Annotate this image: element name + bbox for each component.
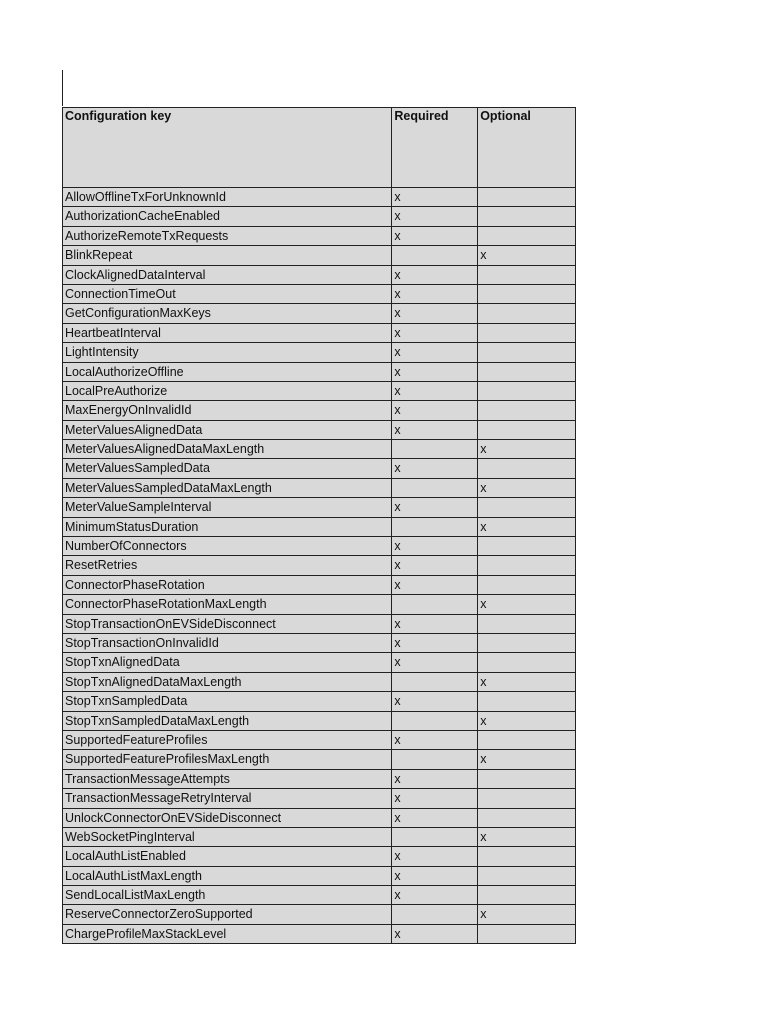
cell-optional (478, 401, 576, 420)
table-row (63, 634, 576, 653)
cell-optional (478, 324, 576, 343)
table-row (63, 459, 576, 478)
cell-optional (478, 886, 576, 905)
cell-configuration-key: HeartbeatInterval (63, 324, 392, 343)
cell-optional (478, 188, 576, 207)
cell-configuration-key: MaxEnergyOnInvalidId (63, 401, 392, 420)
table-row (63, 750, 576, 769)
cell-optional (478, 576, 576, 595)
table-row (63, 770, 576, 789)
cell-required: x (392, 343, 478, 362)
cell-configuration-key: TransactionMessageAttempts (63, 770, 392, 789)
cell-optional (478, 789, 576, 808)
cell-configuration-key: StopTxnSampledDataMaxLength (63, 712, 392, 731)
cell-configuration-key: StopTransactionOnEVSideDisconnect (63, 615, 392, 634)
cell-required: x (392, 576, 478, 595)
cell-optional (478, 537, 576, 556)
table-row (63, 401, 576, 420)
cell-configuration-key: LocalAuthListMaxLength (63, 867, 392, 886)
cell-optional (478, 809, 576, 828)
cell-optional (478, 867, 576, 886)
cell-required: x (392, 324, 478, 343)
cell-configuration-key: MeterValueSampleInterval (63, 498, 392, 517)
cell-configuration-key: ChargeProfileMaxStackLevel (63, 925, 392, 944)
table-row (63, 304, 576, 323)
cell-optional (478, 459, 576, 478)
cell-required: x (392, 770, 478, 789)
table-row (63, 731, 576, 750)
table-row (63, 498, 576, 517)
table-row (63, 712, 576, 731)
table-row (63, 576, 576, 595)
cell-required: x (392, 363, 478, 382)
table-row (63, 809, 576, 828)
cell-required (392, 246, 478, 265)
table-row (63, 266, 576, 285)
cell-required: x (392, 304, 478, 323)
cell-required: x (392, 789, 478, 808)
table-row (63, 343, 576, 362)
table-row (63, 615, 576, 634)
cell-configuration-key: LocalAuthorizeOffline (63, 363, 392, 382)
table-row (63, 653, 576, 672)
table-row (63, 886, 576, 905)
cell-optional: x (478, 246, 576, 265)
cell-configuration-key: SupportedFeatureProfiles (63, 731, 392, 750)
table-row (63, 518, 576, 537)
cell-optional (478, 363, 576, 382)
cell-required (392, 440, 478, 459)
cell-optional (478, 266, 576, 285)
cell-required: x (392, 188, 478, 207)
table-row (63, 692, 576, 711)
table-row (63, 925, 576, 944)
cell-configuration-key: BlinkRepeat (63, 246, 392, 265)
configuration-table (62, 107, 576, 944)
cell-required: x (392, 207, 478, 226)
cell-configuration-key: StopTransactionOnInvalidId (63, 634, 392, 653)
header-required: Required (392, 108, 478, 188)
table-row (63, 828, 576, 847)
cell-configuration-key: MeterValuesSampledDataMaxLength (63, 479, 392, 498)
cell-configuration-key: StopTxnAlignedData (63, 653, 392, 672)
cell-required (392, 750, 478, 769)
cell-configuration-key: AuthorizeRemoteTxRequests (63, 227, 392, 246)
table-row (63, 847, 576, 866)
table-row (63, 673, 576, 692)
cell-required: x (392, 653, 478, 672)
table-body (63, 188, 576, 944)
cell-configuration-key: TransactionMessageRetryInterval (63, 789, 392, 808)
cell-configuration-key: SendLocalListMaxLength (63, 886, 392, 905)
cell-optional: x (478, 440, 576, 459)
cell-optional: x (478, 479, 576, 498)
cell-optional (478, 847, 576, 866)
table-row (63, 246, 576, 265)
table-row (63, 440, 576, 459)
cell-optional (478, 615, 576, 634)
table-row (63, 789, 576, 808)
table-row (63, 867, 576, 886)
cell-required (392, 479, 478, 498)
table-row (63, 285, 576, 304)
cell-required: x (392, 498, 478, 517)
cell-optional (478, 421, 576, 440)
cell-configuration-key: StopTxnSampledData (63, 692, 392, 711)
cell-required: x (392, 634, 478, 653)
cell-configuration-key: StopTxnAlignedDataMaxLength (63, 673, 392, 692)
cell-configuration-key: LocalAuthListEnabled (63, 847, 392, 866)
cell-required: x (392, 556, 478, 575)
cell-configuration-key: ClockAlignedDataInterval (63, 266, 392, 285)
cell-configuration-key: ConnectorPhaseRotationMaxLength (63, 595, 392, 614)
cell-required (392, 518, 478, 537)
cell-optional: x (478, 518, 576, 537)
cell-required (392, 595, 478, 614)
cell-optional (478, 692, 576, 711)
cell-required: x (392, 382, 478, 401)
table-row (63, 421, 576, 440)
cell-optional: x (478, 750, 576, 769)
cell-required: x (392, 266, 478, 285)
cell-optional (478, 343, 576, 362)
cell-configuration-key: ResetRetries (63, 556, 392, 575)
text-cursor (62, 70, 63, 106)
cell-optional (478, 382, 576, 401)
cell-optional (478, 207, 576, 226)
cell-optional: x (478, 712, 576, 731)
cell-configuration-key: ConnectionTimeOut (63, 285, 392, 304)
table-row (63, 595, 576, 614)
cell-required: x (392, 459, 478, 478)
table-row (63, 227, 576, 246)
cell-configuration-key: MeterValuesAlignedDataMaxLength (63, 440, 392, 459)
cell-optional (478, 634, 576, 653)
cell-configuration-key: MinimumStatusDuration (63, 518, 392, 537)
cell-required: x (392, 847, 478, 866)
cell-required: x (392, 692, 478, 711)
cell-required: x (392, 886, 478, 905)
cell-optional (478, 498, 576, 517)
cell-optional (478, 227, 576, 246)
cell-optional: x (478, 673, 576, 692)
cell-required (392, 905, 478, 924)
table-row (63, 479, 576, 498)
cell-optional: x (478, 828, 576, 847)
cell-configuration-key: NumberOfConnectors (63, 537, 392, 556)
cell-configuration-key: UnlockConnectorOnEVSideDisconnect (63, 809, 392, 828)
cell-configuration-key: SupportedFeatureProfilesMaxLength (63, 750, 392, 769)
cell-optional (478, 925, 576, 944)
cell-optional: x (478, 905, 576, 924)
header-configuration-key: Configuration key (63, 108, 392, 188)
table-row (63, 363, 576, 382)
table-row (63, 207, 576, 226)
cell-optional (478, 556, 576, 575)
cell-optional (478, 304, 576, 323)
cell-configuration-key: GetConfigurationMaxKeys (63, 304, 392, 323)
cell-required: x (392, 615, 478, 634)
cell-configuration-key: ConnectorPhaseRotation (63, 576, 392, 595)
cell-required: x (392, 867, 478, 886)
cell-required (392, 712, 478, 731)
cell-optional: x (478, 595, 576, 614)
cell-required: x (392, 421, 478, 440)
cell-configuration-key: AuthorizationCacheEnabled (63, 207, 392, 226)
cell-configuration-key: MeterValuesSampledData (63, 459, 392, 478)
cell-required (392, 673, 478, 692)
cell-required (392, 828, 478, 847)
table-row (63, 324, 576, 343)
cell-required: x (392, 731, 478, 750)
cell-required: x (392, 285, 478, 304)
cell-configuration-key: ReserveConnectorZeroSupported (63, 905, 392, 924)
cell-required: x (392, 537, 478, 556)
cell-configuration-key: LocalPreAuthorize (63, 382, 392, 401)
cell-required: x (392, 809, 478, 828)
cell-required: x (392, 401, 478, 420)
table-row (63, 382, 576, 401)
table-row (63, 537, 576, 556)
cell-configuration-key: LightIntensity (63, 343, 392, 362)
cell-optional (478, 653, 576, 672)
table-row (63, 905, 576, 924)
cell-required: x (392, 227, 478, 246)
table-row (63, 188, 576, 207)
cell-configuration-key: AllowOfflineTxForUnknownId (63, 188, 392, 207)
cell-optional (478, 770, 576, 789)
cell-optional (478, 285, 576, 304)
table-header-row (63, 108, 576, 188)
cell-configuration-key: WebSocketPingInterval (63, 828, 392, 847)
table-row (63, 556, 576, 575)
cell-configuration-key: MeterValuesAlignedData (63, 421, 392, 440)
header-optional: Optional (478, 108, 576, 188)
cell-optional (478, 731, 576, 750)
cell-required: x (392, 925, 478, 944)
